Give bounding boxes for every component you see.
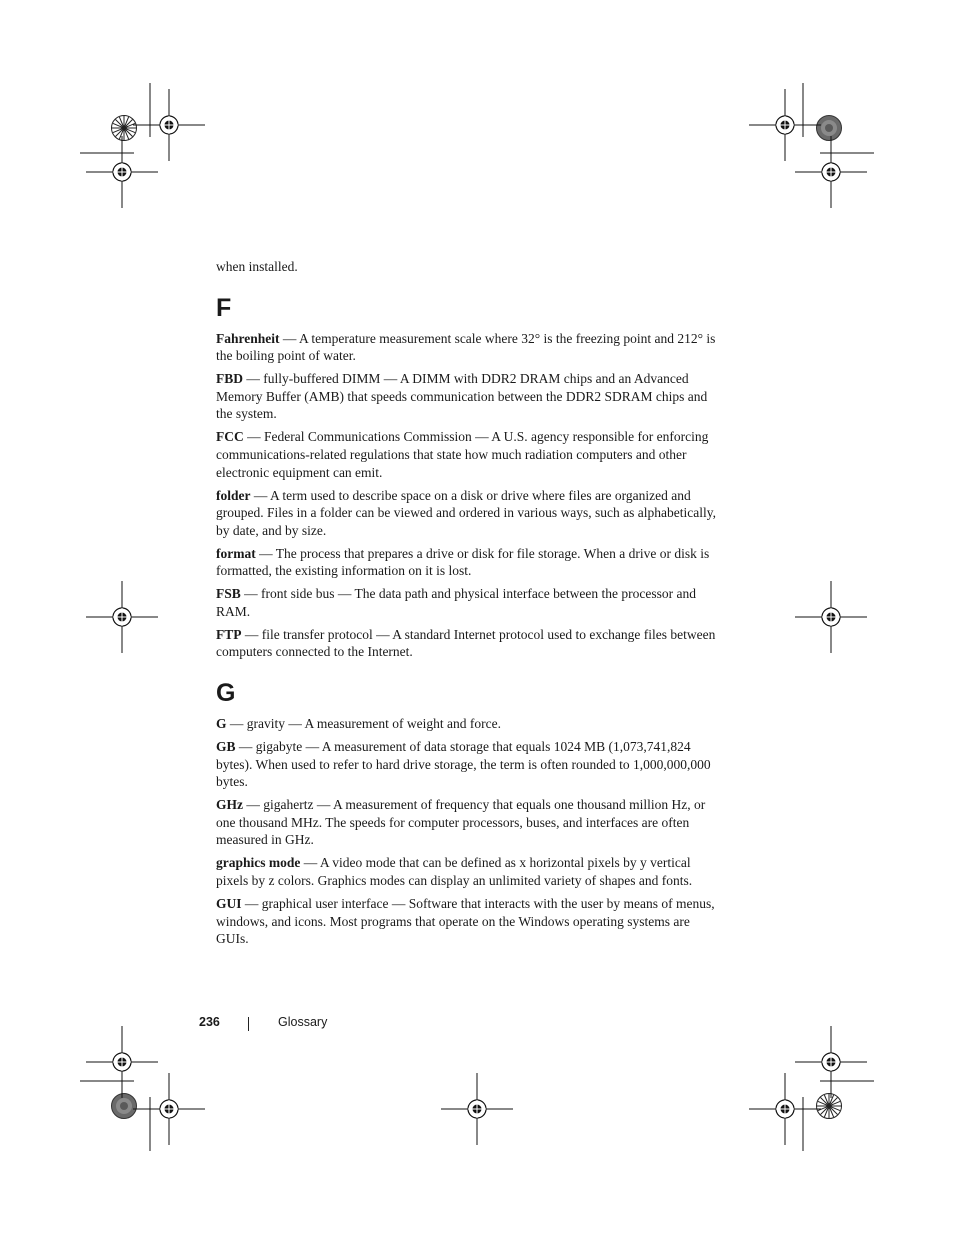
- glossary-entry: [216, 738, 716, 791]
- entry-term: graphics mode: [216, 855, 301, 871]
- entry-term: FBD: [216, 371, 243, 387]
- glossary-entry: [216, 370, 716, 423]
- glossary-entry: [216, 487, 716, 540]
- entry-definition: — Federal Communications Commission — A U.S. agency responsible for enforcing communications-related regulations that state how much radiation computers and other electronic equipment can emit.: [216, 429, 709, 480]
- continued-text: when installed.: [216, 259, 298, 274]
- entry-term: FTP: [216, 626, 242, 642]
- entry-definition: — gigahertz — A measurement of frequency that equals one thousand million Hz, or one thousand MHz. The speeds for computer processors, buses, and interfaces are often measured in GHz.: [216, 797, 706, 848]
- entry-definition: — A video mode that can be defined as x horizontal pixels by y vertical pixels by z colors. Graphics modes can display an unlimited variety of shapes and fonts.: [216, 855, 693, 888]
- glossary-entry: [216, 796, 716, 849]
- glossary-content: [216, 258, 716, 953]
- entry-definition: — A temperature measurement scale where 32° is the freezing point and 212° is the boiling point of water.: [216, 330, 716, 364]
- entry-term: GHz: [216, 797, 243, 813]
- glossary-entry: [216, 854, 716, 889]
- entry-definition: — gigabyte — A measurement of data storage that equals 1024 MB (1,073,741,824 bytes). When used to refer to hard drive storage, the term is often rounded to 1,000,000,000 bytes.: [216, 739, 711, 790]
- section-heading-g: G: [216, 679, 236, 708]
- footer-section-title: Glossary: [278, 1015, 328, 1029]
- entry-term: FSB: [216, 586, 241, 602]
- entry-definition: — front side bus — The data path and physical interface between the processor and RAM.: [216, 586, 696, 619]
- entry-definition: — The process that prepares a drive or disk for file storage. When a drive or disk is formatted, the existing information on it is lost.: [216, 545, 710, 579]
- entry-term: format: [216, 545, 256, 561]
- page-number: 236: [199, 1015, 220, 1029]
- glossary-entry: [216, 545, 716, 580]
- entry-term: GUI: [216, 895, 242, 911]
- entry-term: G: [216, 716, 227, 732]
- glossary-entry: [216, 330, 716, 365]
- entry-term: Fahrenheit: [216, 330, 280, 346]
- entry-term: FCC: [216, 429, 244, 445]
- page-footer: [0, 1015, 954, 1035]
- entry-definition: — gravity — A measurement of weight and force.: [226, 716, 501, 732]
- glossary-entry: [216, 895, 716, 948]
- glossary-entry: [216, 626, 716, 661]
- entry-definition: — graphical user interface — Software that interacts with the user by means of menus, windows, and icons. Most programs that operate on the Windows operating systems are GUIs.: [216, 895, 715, 947]
- entry-term: folder: [216, 487, 251, 503]
- entry-term: GB: [216, 739, 236, 755]
- glossary-entry: [216, 428, 716, 481]
- section-heading-f: F: [216, 293, 232, 322]
- footer-divider: [248, 1017, 249, 1031]
- entry-definition: — file transfer protocol — A standard Internet protocol used to exchange files between computers connected to the Internet.: [216, 626, 716, 660]
- glossary-entry: [216, 715, 716, 733]
- entry-definition: — A term used to describe space on a disk or drive where files are organized and grouped. Files in a folder can be viewed and ordered in various ways, such as alphabetically, by date, and by size.: [216, 487, 716, 538]
- glossary-entry: [216, 585, 716, 620]
- entry-definition: — fully-buffered DIMM — A DIMM with DDR2 DRAM chips and an Advanced Memory Buffer (AMB) that speeds communication between the DDR2 SDRAM chips and the system.: [216, 371, 708, 422]
